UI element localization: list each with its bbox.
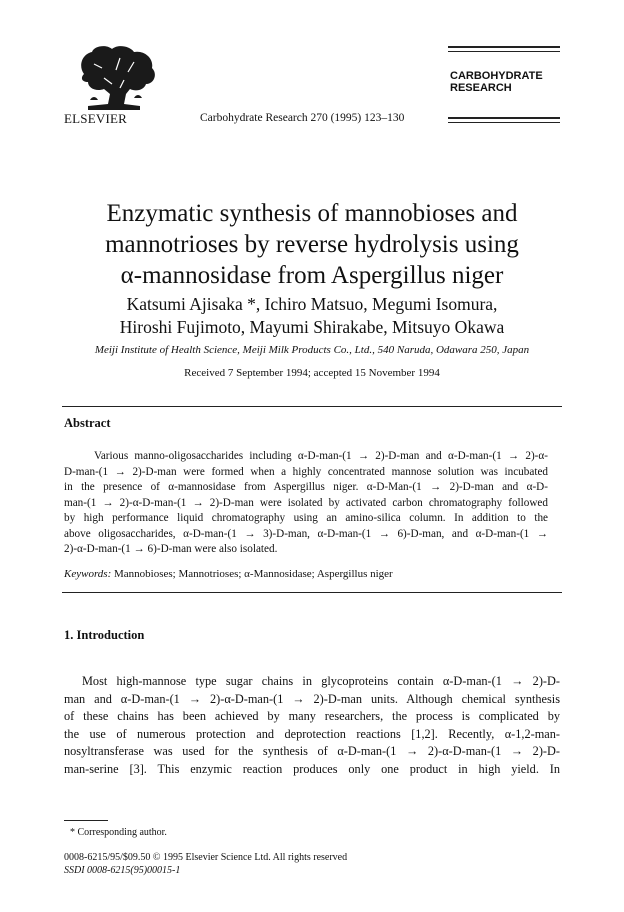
header-rule-top-thin bbox=[448, 51, 560, 52]
abstract-line: by high performance liquid chromatography using an amino-silica column. In addition to the bbox=[64, 512, 548, 524]
received-dates: Received 7 September 1994; accepted 15 November 1994 bbox=[184, 367, 440, 379]
header-rule-top bbox=[448, 46, 560, 48]
intro-line: man and α-D-man-(1 → 2)-α-D-man-(1 → 2)-D-man units. Although chemical synthesis bbox=[64, 691, 560, 706]
copyright-line: 0008-6215/95/$09.50 © 1995 Elsevier Science Ltd. All rights reserved bbox=[64, 852, 348, 863]
journal-name-line1: CARBOHYDRATE bbox=[450, 70, 543, 82]
intro-line: the use of numerous protection and deprotection reactions [1,2]. Recently, α-1,2-man- bbox=[64, 726, 560, 741]
abstract-line: man-(1 → 2)-α-D-man-(1 → 2)-D-man were isolated by activated carbon chromatography followed bbox=[64, 496, 548, 509]
keywords-label: Keywords: bbox=[64, 568, 112, 580]
title-line-1: Enzymatic synthesis of mannobioses and bbox=[106, 200, 518, 227]
footnote-rule bbox=[64, 820, 108, 821]
author-affiliation: Meiji Institute of Health Science, Meiji Milk Products Co., Ltd., 540 Naruda, Odawara 250, Japan bbox=[94, 344, 530, 356]
intro-line: man-serine [3]. This enzymic reaction produces only one product in high yield. In bbox=[64, 761, 560, 776]
journal-citation: Carbohydrate Research 270 (1995) 123–130 bbox=[200, 112, 405, 124]
copyright-block bbox=[64, 851, 347, 877]
keywords-list: Mannobioses; Mannotrioses; α-Mannosidase; Aspergillus niger bbox=[114, 568, 393, 580]
ssdi-line: SSDI 0008-6215(95)00015-1 bbox=[64, 865, 181, 876]
authors-line-1: Katsumi Ajisaka *, Ichiro Matsuo, Megumi Isomura, bbox=[126, 294, 498, 314]
header-rule-bottom bbox=[448, 117, 560, 119]
abstract-line: 2)-α-D-man-(1 → 6)-D-man were also isolated. bbox=[64, 543, 278, 555]
abstract-line: in the presence of α-mannosidase from Aspergillus niger. α-D-Man-(1 → 2)-D-man and α-D- bbox=[64, 481, 548, 493]
introduction-body bbox=[64, 673, 560, 778]
authors-line-2: Hiroshi Fujimoto, Mayumi Shirakabe, Mitsuyo Okawa bbox=[119, 317, 505, 337]
elsevier-tree-logo bbox=[74, 44, 160, 110]
abstract-line: above oligosaccharides, α-D-man-(1 → 3)-D-man, α-D-man-(1 → 6)-D-man, and α-D-man-(1 → bbox=[64, 527, 548, 540]
intro-line: Most high-mannose type sugar chains in glycoproteins contain α-D-man-(1 → 2)-D- bbox=[82, 674, 560, 688]
abstract-line: Various manno-oligosaccharides including α-D-man-(1 → 2)-D-man and α-D-man-(1 → 2)-α- bbox=[94, 450, 548, 462]
journal-name bbox=[450, 70, 560, 94]
intro-line: of these chains has been achieved by many researchers, the process is complicated by bbox=[64, 709, 560, 723]
abstract-rule-top bbox=[62, 406, 562, 407]
introduction-heading: 1. Introduction bbox=[64, 628, 145, 642]
author-list bbox=[40, 293, 584, 339]
abstract-heading: Abstract bbox=[64, 416, 111, 430]
corresponding-author-footnote: * Corresponding author. bbox=[70, 827, 167, 838]
abstract-rule-bottom bbox=[62, 592, 562, 593]
publisher-name: ELSEVIER bbox=[64, 111, 127, 126]
title-line-2: mannotrioses by reverse hydrolysis using bbox=[105, 231, 519, 258]
intro-line: nosyltransferase was used for the synthesis of α-D-man-(1 → 2)-α-D-man-(1 → 2)-D- bbox=[64, 744, 560, 758]
abstract-line: D-man-(1 → 2)-D-man were formed when a highly concentrated mannose solution was incubated bbox=[64, 465, 548, 478]
abstract-body bbox=[64, 449, 548, 558]
article-title bbox=[40, 198, 584, 291]
journal-name-line2: RESEARCH bbox=[450, 82, 512, 94]
keywords bbox=[64, 568, 544, 580]
title-line-3: α-mannosidase from Aspergillus niger bbox=[120, 262, 504, 289]
header-rule-bottom-thin bbox=[448, 122, 560, 123]
